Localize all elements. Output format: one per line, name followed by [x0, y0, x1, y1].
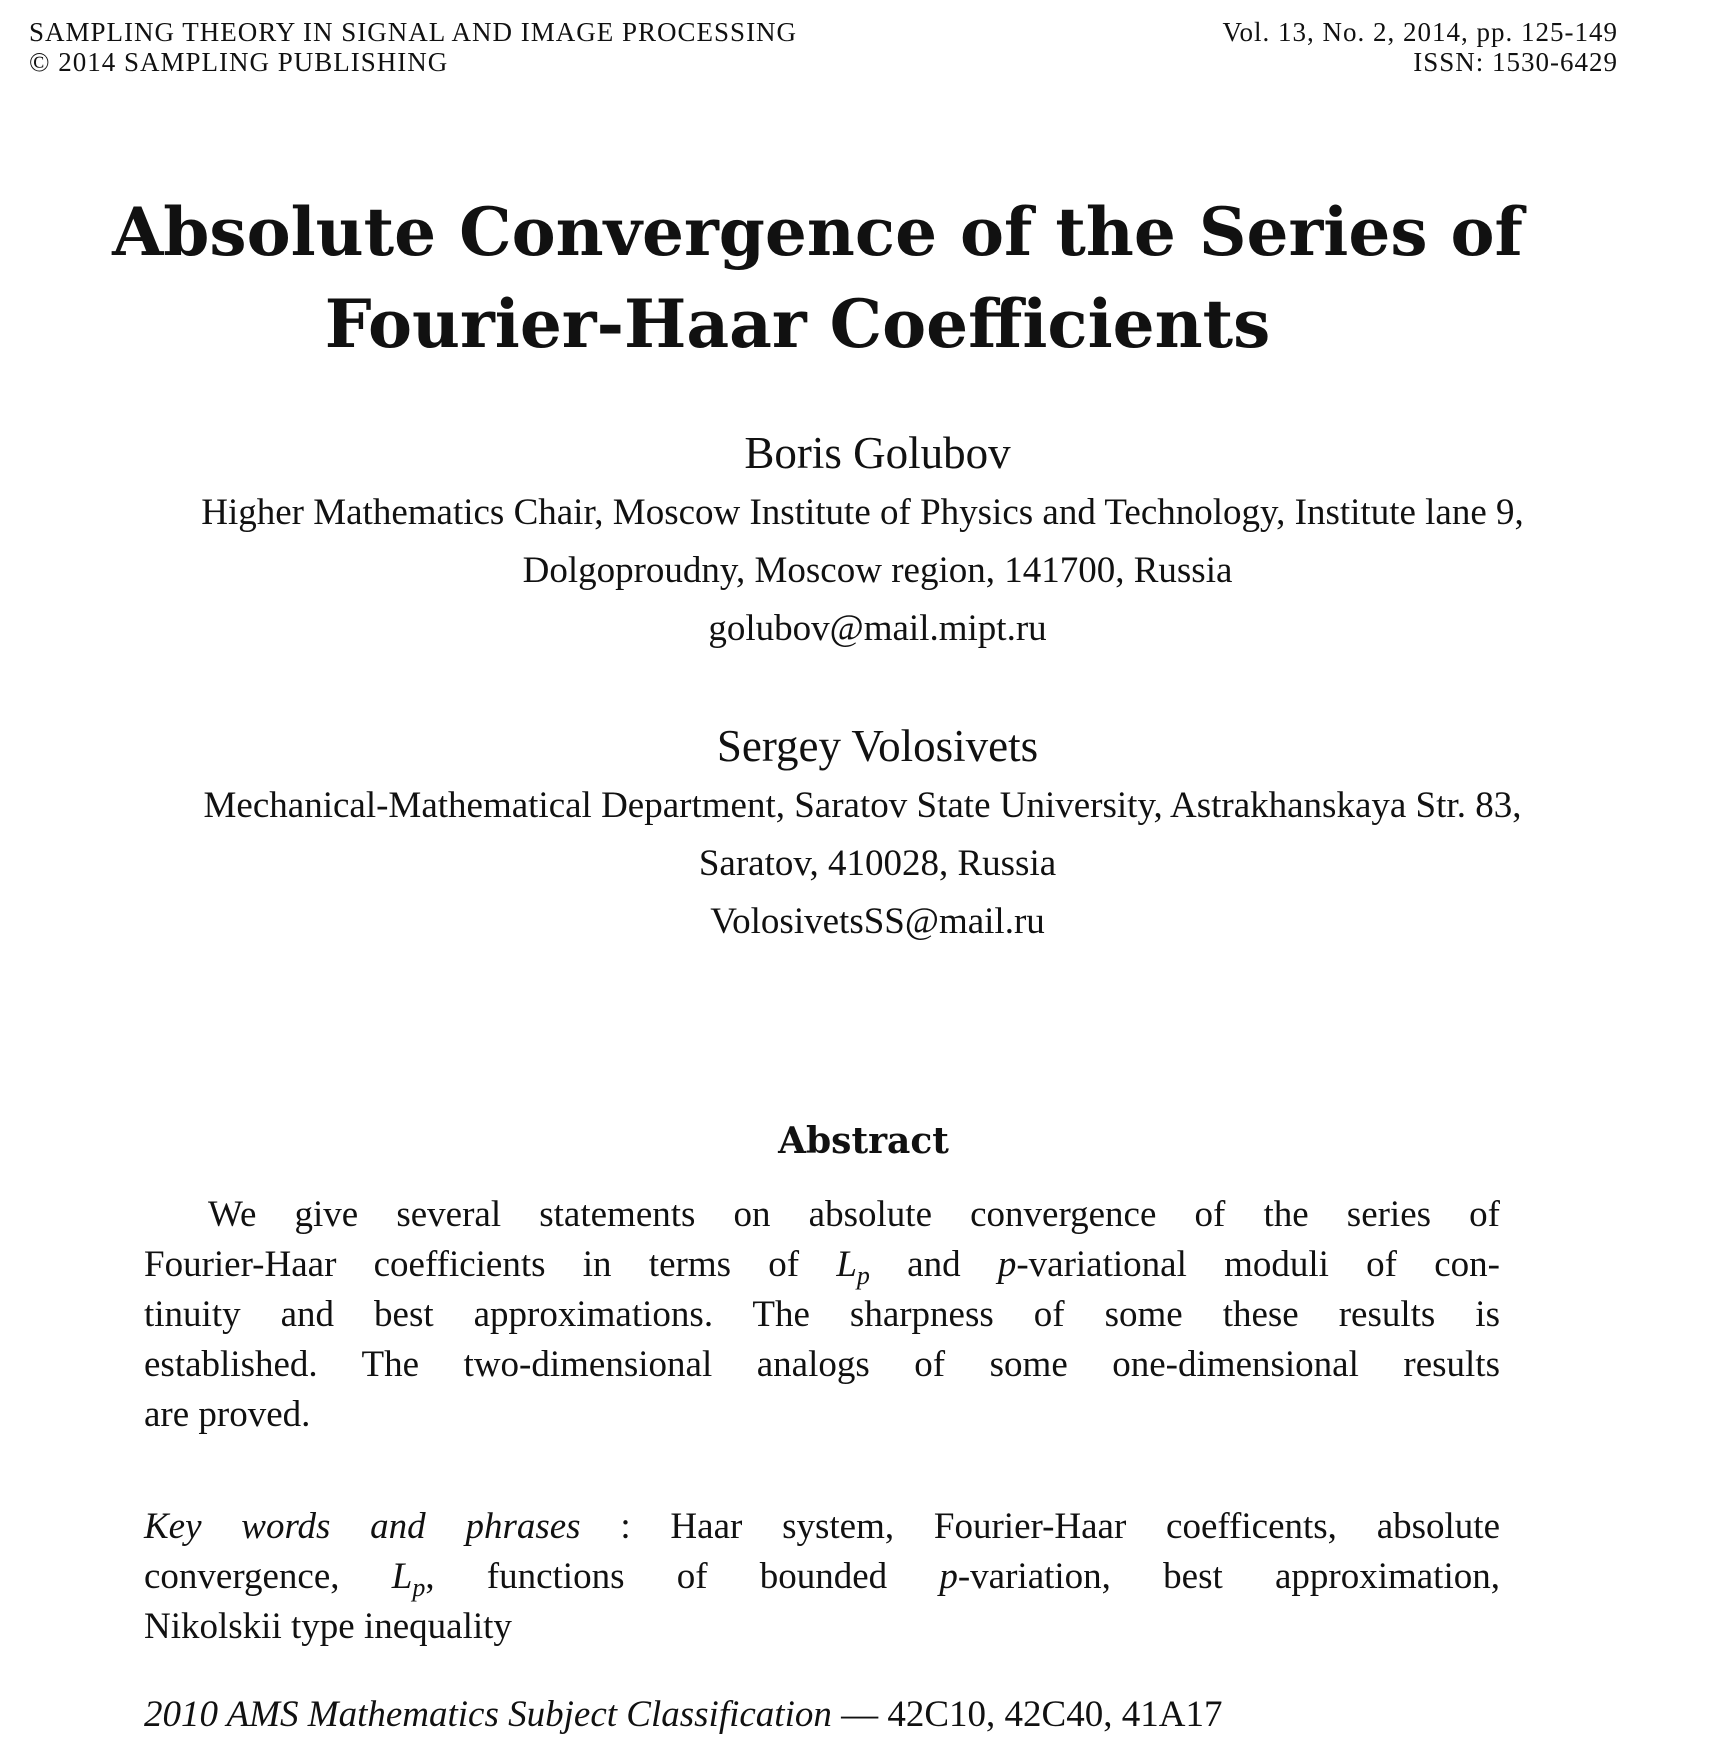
author-name: Boris Golubov — [744, 428, 1011, 478]
author-email: golubov@mail.mipt.ru — [708, 608, 1047, 649]
volume-info: Vol. 13, No. 2, 2014, pp. 125-149 — [1222, 17, 1618, 47]
author-block-2 — [0, 715, 1725, 951]
affiliation-line: Saratov, 410028, Russia — [698, 843, 1057, 884]
ams-classification — [144, 1690, 1222, 1740]
ams-label: 2010 AMS Mathematics Subject Classification — [144, 1694, 832, 1735]
abstract-line: We give several statements on absolute convergence of the series of — [208, 1194, 1500, 1235]
affiliation-line: Higher Mathematics Chair, Moscow Institute of Physics and Technology, Institute lane 9, — [201, 492, 1524, 533]
running-header-left — [29, 17, 797, 77]
keywords-label: Key words and phrases — [144, 1506, 581, 1547]
abstract-heading — [0, 1118, 1725, 1164]
abstract-text: and — [869, 1244, 998, 1285]
abstract-text: -variational moduli of con- — [1016, 1244, 1500, 1285]
math-symbol: p — [939, 1556, 958, 1597]
affiliation-line: Dolgoproudny, Moscow region, 141700, Russia — [522, 550, 1233, 591]
keywords-line: Nikolskii type inequality — [144, 1606, 512, 1647]
affiliation-line: Mechanical-Mathematical Department, Saratov State University, Astrakhanskaya Str. 83, — [203, 785, 1522, 826]
issn: ISSN: 1530-6429 — [1413, 47, 1618, 77]
abstract-line: tinuity and best approximations. The sharpness of some these results is — [144, 1294, 1500, 1335]
math-subscript: p — [856, 1261, 870, 1290]
abstract-line — [144, 1240, 1500, 1290]
keywords-line — [144, 1502, 1500, 1552]
author-name: Sergey Volosivets — [716, 721, 1039, 771]
keywords-text: -variation, best approximation, — [957, 1556, 1500, 1597]
keywords-line — [144, 1552, 1500, 1602]
author-email: VolosivetsSS@mail.ru — [710, 901, 1045, 942]
keywords-text: Haar system, Fourier-Haar coefficents, absolute — [670, 1506, 1501, 1547]
ams-codes: 42C10, 42C40, 41A17 — [887, 1694, 1223, 1735]
ams-dash: — — [831, 1694, 888, 1735]
copyright-line: © 2014 SAMPLING PUBLISHING — [29, 47, 449, 77]
math-symbol: L — [391, 1556, 413, 1597]
author-block-1 — [0, 422, 1725, 658]
abstract-line: established. The two-dimensional analogs of some one-dimensional results — [144, 1344, 1500, 1385]
abstract-heading-text: Abstract — [778, 1120, 949, 1162]
paper-title — [0, 186, 1725, 370]
abstract-line: are proved. — [144, 1394, 311, 1435]
running-header-right — [1222, 17, 1618, 77]
keywords-text: , functions of bounded — [425, 1556, 940, 1597]
keywords-text: convergence, — [144, 1556, 392, 1597]
math-symbol: L — [836, 1244, 857, 1285]
title-line-1: Absolute Convergence of the Series of — [112, 193, 1523, 271]
keywords-separator: : — [580, 1506, 671, 1547]
keywords — [144, 1502, 1500, 1652]
journal-name: SAMPLING THEORY IN SIGNAL AND IMAGE PROCESSING — [29, 17, 798, 47]
title-line-2: Fourier-Haar Coefficients — [324, 285, 1271, 363]
math-symbol: p — [997, 1244, 1017, 1285]
math-subscript: p — [412, 1573, 426, 1602]
abstract-text: Fourier-Haar coefficients in terms of — [144, 1244, 837, 1285]
abstract-body — [144, 1190, 1500, 1440]
